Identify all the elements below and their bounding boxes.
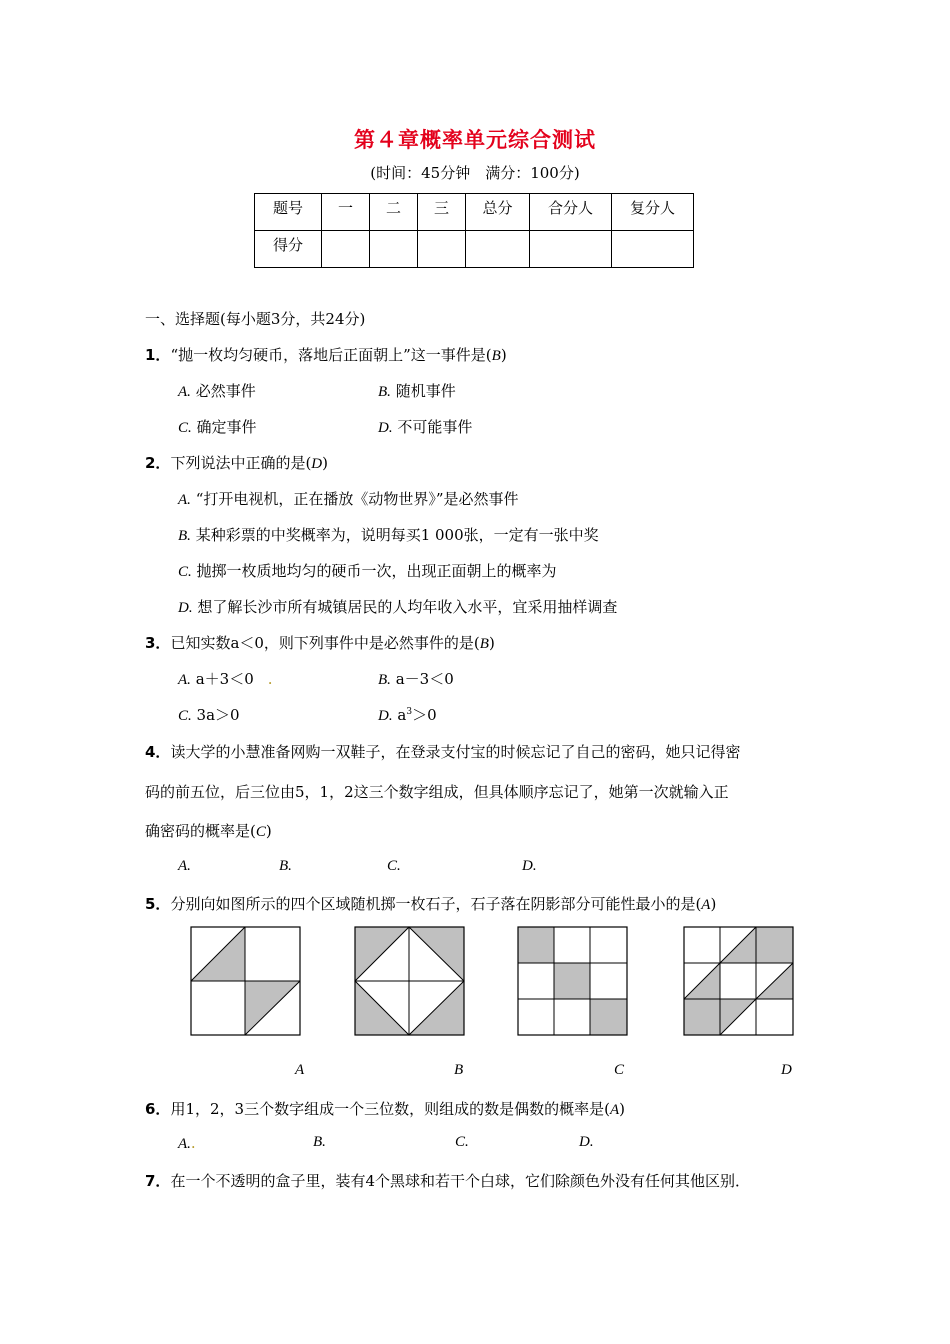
option-letter: B. xyxy=(378,672,391,688)
question-text: 用1，2，3三个数字组成一个三位数，则组成的数是偶数的概率是( xyxy=(170,1100,610,1118)
option-text: a xyxy=(397,706,407,724)
option-d: D. xyxy=(522,858,537,874)
shaded-cell xyxy=(590,999,627,1035)
option-text: 抛掷一枚质地均匀的硬币一次，出现正面朝上的概率为 xyxy=(196,562,557,580)
question-number: 2． xyxy=(145,454,171,472)
superscript: 3 xyxy=(406,707,413,717)
score-header-cell: 总分 xyxy=(466,194,530,231)
paren: ) xyxy=(488,634,495,652)
option-letter: A. xyxy=(178,492,191,508)
score-table-header xyxy=(255,194,694,231)
subtitle: (时间：45分钟 满分：100分) xyxy=(370,164,580,182)
option-letter: D. xyxy=(178,600,193,616)
question-text: 已知实数a＜0，则下列事件中是必然事件的是( xyxy=(170,634,480,652)
shaded-cell xyxy=(554,963,590,999)
question-text: 确密码的概率是( xyxy=(145,822,256,840)
score-cell xyxy=(466,231,530,268)
question-4-line-2: 码的前五位，后三位由5，1，2这三个数字组成，但具体顺序忘记了，她第一次就输入正 xyxy=(145,783,729,801)
question-number: 6． xyxy=(145,1100,171,1118)
option-letter: D. xyxy=(378,420,393,436)
shaded-cell xyxy=(518,927,554,963)
option-b xyxy=(178,524,599,545)
question-number: 5． xyxy=(145,895,171,913)
question-4-line-3 xyxy=(145,820,272,841)
option-c xyxy=(178,416,257,437)
question-number: 7． xyxy=(145,1172,171,1190)
score-header-cell: 二 xyxy=(370,194,418,231)
stray-dot: . xyxy=(190,1134,196,1152)
figure-c xyxy=(517,926,628,1036)
figure-label-c: C xyxy=(614,1062,625,1078)
figure-label-d: D xyxy=(781,1062,792,1078)
answer: D xyxy=(311,456,323,472)
option-text: 不可能事件 xyxy=(397,418,473,436)
option-text: 必然事件 xyxy=(195,382,256,400)
option-letter: B. xyxy=(178,528,191,544)
score-cell xyxy=(370,231,418,268)
score-table-row xyxy=(255,231,694,268)
figure-d xyxy=(683,926,794,1036)
score-header-cell: 题号 xyxy=(255,194,322,231)
option-c xyxy=(178,704,240,725)
option-text: 某种彩票的中奖概率为，说明每买1 000张，一定有一张中奖 xyxy=(195,526,599,544)
question-text: “抛一枚均匀硬币，落地后正面朝上”这一事件是( xyxy=(170,346,492,364)
option-d: D. xyxy=(579,1134,594,1150)
question-6 xyxy=(145,1098,625,1119)
answer: B xyxy=(479,636,489,652)
question-4-line-1 xyxy=(145,741,740,762)
question-7 xyxy=(145,1170,750,1191)
shaded-cell xyxy=(756,927,793,963)
option-text: “打开电视机，正在播放《动物世界》”是必然事件 xyxy=(195,490,519,508)
score-cell xyxy=(322,231,370,268)
score-header-cell: 合分人 xyxy=(530,194,612,231)
question-text: 下列说法中正确的是( xyxy=(170,454,312,472)
option-a xyxy=(178,380,256,401)
question-text: 读大学的小慧准备网购一双鞋子，在登录支付宝的时候忘记了自己的密码，她只记得密 xyxy=(170,743,741,761)
score-header-cell: 复分人 xyxy=(612,194,694,231)
question-text: 在一个不透明的盒子里，装有4个黑球和若干个白球，它们除颜色外没有任何其他区别． xyxy=(170,1172,750,1190)
option-a xyxy=(178,1134,196,1153)
figure-b xyxy=(354,926,465,1036)
option-text: ＞0 xyxy=(412,706,437,724)
option-letter: C. xyxy=(178,708,192,724)
answer: A xyxy=(609,1102,620,1118)
option-text: a－3＜0 xyxy=(395,670,454,688)
option-c xyxy=(178,560,557,581)
option-d xyxy=(178,596,617,617)
option-letter: C. xyxy=(178,420,192,436)
paren: ) xyxy=(619,1100,625,1118)
option-letter: A. xyxy=(178,1136,191,1152)
score-header-cell: 一 xyxy=(322,194,370,231)
option-b xyxy=(378,668,454,689)
answer: B xyxy=(491,348,501,364)
score-table xyxy=(254,193,694,268)
question-number: 3． xyxy=(145,634,171,652)
option-a xyxy=(178,488,519,509)
section-heading: 一、选择题(每小题3分，共24分) xyxy=(145,310,366,328)
figure-label-b: B xyxy=(454,1062,464,1078)
paren: ) xyxy=(710,895,717,913)
option-letter: D. xyxy=(378,708,393,724)
option-b: B. xyxy=(279,858,292,874)
figure-a xyxy=(190,926,301,1036)
option-text: 随机事件 xyxy=(395,382,456,400)
paren: ) xyxy=(322,454,328,472)
score-cell xyxy=(612,231,694,268)
option-a xyxy=(178,668,273,689)
question-text: 分别向如图所示的四个区域随机掷一枚石子，石子落在阴影部分可能性最小的是( xyxy=(170,895,702,913)
option-letter: A. xyxy=(178,384,191,400)
score-row-label: 得分 xyxy=(255,231,322,268)
score-cell xyxy=(418,231,466,268)
answer: C xyxy=(255,824,266,840)
question-number: 1． xyxy=(145,346,171,364)
shaded-cell xyxy=(684,999,720,1035)
option-text: 确定事件 xyxy=(196,418,257,436)
question-3 xyxy=(145,632,495,653)
question-5 xyxy=(145,893,716,914)
option-c: C. xyxy=(387,858,401,874)
score-header-cell: 三 xyxy=(418,194,466,231)
question-1 xyxy=(145,344,507,365)
option-letter: B. xyxy=(378,384,391,400)
option-d xyxy=(378,416,472,437)
paren: ) xyxy=(265,822,272,840)
stray-dot: . xyxy=(267,670,273,688)
option-d xyxy=(378,704,437,725)
option-letter: C. xyxy=(178,564,192,580)
figure-label-a: A xyxy=(295,1062,305,1078)
option-b xyxy=(378,380,456,401)
page-title: 第４章概率单元综合测试 xyxy=(354,127,596,152)
answer: A xyxy=(701,897,711,913)
option-text: 想了解长沙市所有城镇居民的人均年收入水平，宜采用抽样调查 xyxy=(197,598,618,616)
option-a: A. xyxy=(178,858,191,874)
score-cell xyxy=(530,231,612,268)
question-2 xyxy=(145,452,328,473)
option-letter: A. xyxy=(178,672,191,688)
paren: ) xyxy=(500,346,507,364)
option-text: 3a＞0 xyxy=(196,706,240,724)
question-number: 4． xyxy=(145,743,171,761)
option-c: C. xyxy=(455,1134,469,1150)
option-b: B. xyxy=(313,1134,326,1150)
option-text: a＋3＜0 xyxy=(195,670,254,688)
